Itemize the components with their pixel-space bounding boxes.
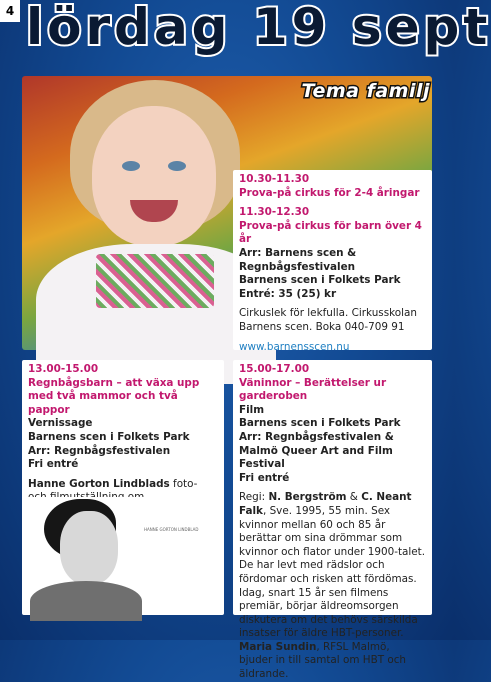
event1-time: 10.30-11.30 <box>239 173 310 185</box>
circus-event-panel <box>233 170 432 353</box>
film-description: , Sve. 1995, 55 min. Sex kvinnor mellan 60 och 85 år berättar om sina drömmar som kvinnor och flator under 1900-talet. De har levt med rädslor och fördomar och risken att fördömas. Idag, snart 15 år sen filmens premiär, börjar äldreomsorgen diskutera om det behövs särskilda insatser för äldre HBT-personer. <box>239 504 426 640</box>
dress-embroidery <box>96 254 214 308</box>
director-prefix: Regi: <box>239 491 269 504</box>
circus-organizer: Arr: Barnens scen & Regnbågsfestivalen <box>239 246 357 273</box>
director-2: C. Neant Falk <box>239 491 412 517</box>
speaker-name: Maria Sundin <box>239 640 317 653</box>
page-number: 4 <box>0 0 20 22</box>
film-organizer: Arr: Regnbågsfestivalen & Malmö Queer Art and Film Festival <box>239 430 394 471</box>
event2-time: 11.30-12.30 <box>239 206 310 219</box>
left-eye <box>122 161 140 171</box>
film-venue: Barnens scen i Folkets Park <box>239 417 401 430</box>
director-1: N. Bergström <box>268 491 347 504</box>
rainbow-venue: Barnens scen i Folkets Park <box>28 430 190 443</box>
event2-title: Prova-på cirkus för barn över 4 år <box>239 219 422 246</box>
day-title: lördag 19 sept <box>26 0 491 56</box>
girl-face <box>92 106 216 246</box>
film-entry: Fri entré <box>239 471 290 484</box>
portrait-shoulders <box>30 581 142 621</box>
circus-description: Cirkuslek för lekfulla. Cirkusskolan Barnens scen. Boka 040-709 91 <box>239 307 417 333</box>
film-event-panel <box>233 360 432 681</box>
rainbow-organizer: Arr: Regnbågsfestivalen <box>28 444 171 457</box>
circus-entry: Entré: 35 (25) kr <box>239 287 337 300</box>
film-title: Väninnor – Berättelser ur garderoben <box>239 376 387 403</box>
rainbow-time: 13.00-15.00 <box>28 363 99 375</box>
film-time: 15.00-17.00 <box>239 363 310 375</box>
film-closing: , RFSL Malmö, bjuder in till samtal om HBT och äldrande. <box>239 640 407 681</box>
circus-venue: Barnens scen i Folkets Park <box>239 274 401 287</box>
portrait-face <box>60 511 118 585</box>
film-type: Film <box>239 403 265 416</box>
right-eye <box>168 161 186 171</box>
portrait-photo <box>26 497 220 611</box>
rainbow-entry: Fri entré <box>28 458 79 471</box>
rainbow-event-panel <box>22 360 224 615</box>
circus-website-link[interactable]: www.barnensscen.nu <box>239 340 350 353</box>
rainbow-type: Vernissage <box>28 417 93 430</box>
theme-label: Tema familj <box>301 80 430 102</box>
rainbow-title: Regnbågsbarn – att växa upp med två mammor och två pappor <box>28 376 200 416</box>
rainbow-artist: Hanne Gorton Lindblads <box>28 477 170 490</box>
director-amp: & <box>346 491 362 504</box>
film-description-block <box>239 491 426 681</box>
event1-title: Prova-på cirkus för 2-4 åringar <box>239 186 420 199</box>
rainbow-description: foto- <box>173 477 198 490</box>
photo-caption: HANNE GORTON LINDBLAD <box>144 527 199 532</box>
